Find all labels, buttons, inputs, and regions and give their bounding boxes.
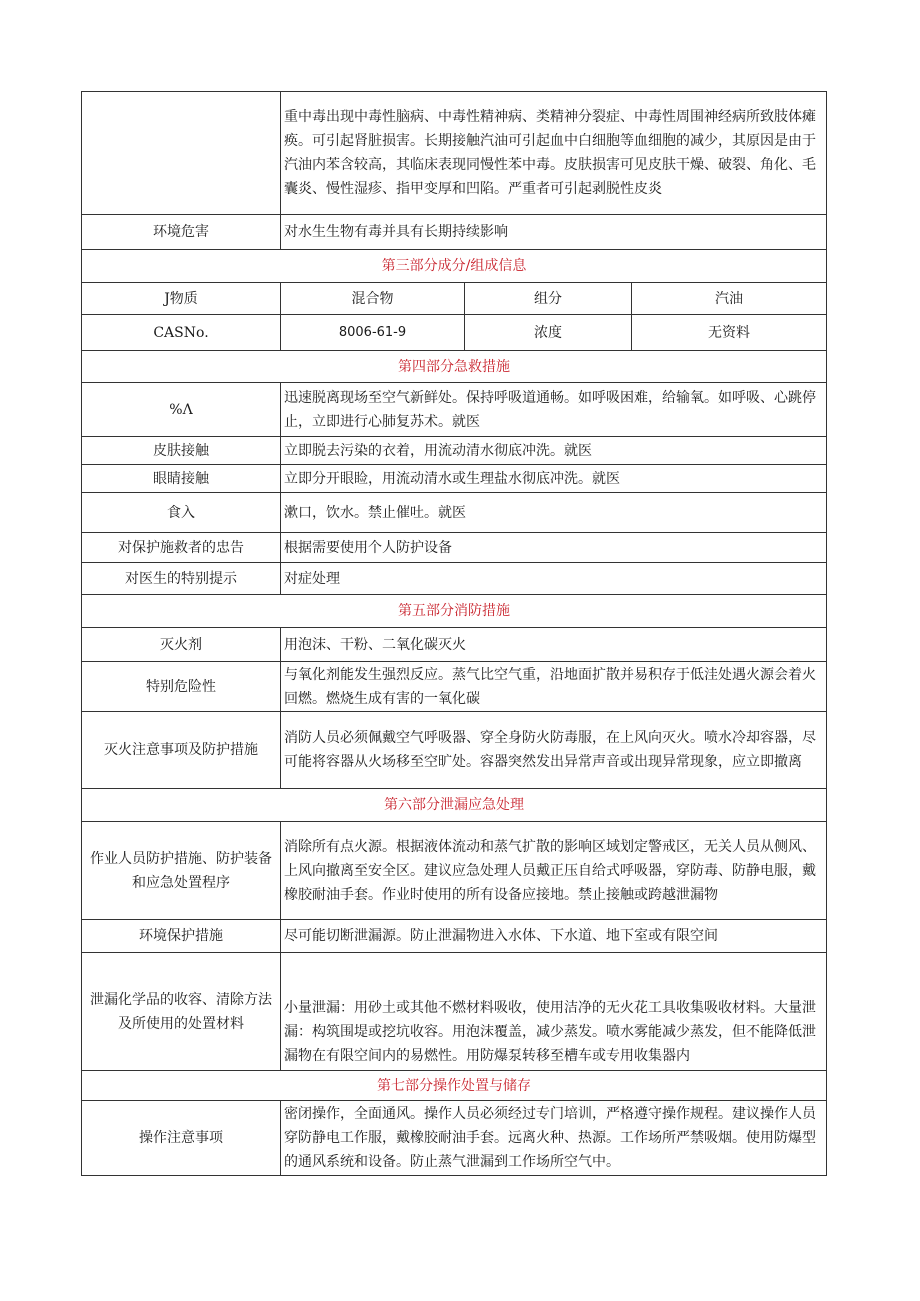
first-aid-inhalation-label: %Λ <box>82 383 281 437</box>
composition-row-1 <box>82 283 827 315</box>
firefighting-row <box>82 628 827 662</box>
rescuer-advice-value: 根据需要使用个人防护设备 <box>281 533 827 563</box>
spill-row <box>82 822 827 920</box>
physician-note-value: 对症处理 <box>281 563 827 595</box>
env-hazard-label: 环境危害 <box>82 215 281 250</box>
composition-row-2 <box>82 315 827 351</box>
section6-title: 第六部分泄漏应急处理 <box>82 789 827 822</box>
section6-heading-row <box>82 789 827 822</box>
first-aid-inhalation-value: 迅速脱离现场至空气新鲜处。保持呼吸道通畅。如呼吸困难，给输氧。如呼吸、心跳停止，立即进行心肺复苏术。就医 <box>281 383 827 437</box>
first-aid-row <box>82 437 827 465</box>
first-aid-row <box>82 533 827 563</box>
section5-heading-row <box>82 595 827 628</box>
env-hazard-row <box>82 215 827 250</box>
composition-substance-label: J物质 <box>82 283 281 315</box>
composition-component-label: 组分 <box>465 283 632 315</box>
special-hazard-label: 特别危险性 <box>82 662 281 712</box>
spill-row <box>82 920 827 953</box>
cas-label: CASNo. <box>82 315 281 351</box>
first-aid-row <box>82 465 827 493</box>
containment-value: 小量泄漏：用砂土或其他不燃材料吸收，使用洁净的无火花工具收集吸收材料。大量泄漏：构筑围堤或挖坑收容。用泡沫覆盖，减少蒸发。喷水雾能减少蒸发，但不能降低泄漏物在有限空间内的易燃性。用防爆泵转移至槽车或专用收集器内 <box>284 999 816 1064</box>
handling-row <box>82 1101 827 1176</box>
section5-title: 第五部分消防措施 <box>82 595 827 628</box>
containment-cell <box>281 953 827 1071</box>
concentration-value: 无资料 <box>632 315 827 351</box>
firefighting-precautions-label: 灭火注意事项及防护措施 <box>82 712 281 789</box>
composition-component-value: 汽油 <box>632 283 827 315</box>
handling-precautions-label: 操作注意事项 <box>82 1101 281 1176</box>
msds-table <box>81 91 827 1176</box>
first-aid-eye-label: 眼睛接触 <box>82 465 281 493</box>
spill-row <box>82 953 827 1071</box>
composition-substance-value: 混合物 <box>281 283 465 315</box>
first-aid-row <box>82 383 827 437</box>
section7-title: 第七部分操作处置与储存 <box>82 1071 827 1101</box>
special-hazard-value: 与氧化剂能发生强烈反应。蒸气比空气重，沿地面扩散并易积存于低洼处遇火源会着火回燃。燃烧生成有害的一氧化碳 <box>281 662 827 712</box>
first-aid-row <box>82 493 827 533</box>
personnel-protection-value: 消除所有点火源。根据液体流动和蒸气扩散的影响区域划定警戒区，无关人员从侧风、上风向撤离至安全区。建议应急处理人员戴正压自给式呼吸器，穿防毒、防静电服，戴橡胶耐油手套。作业时使用的所有设备应接地。禁止接触或跨越泄漏物 <box>281 822 827 920</box>
containment-label: 泄漏化学品的收容、清除方法及所使用的处置材料 <box>82 953 281 1071</box>
health-hazard-value: 重中毒出现中毒性脑病、中毒性精神病、类精神分裂症、中毒性周围神经病所致肢体瘫痪。可引起肾脏损害。长期接触汽油可引起血中白细胞等血细胞的减少，其原因是由于汽油内苯含较高，其临床表现同慢性苯中毒。皮肤损害可见皮肤干燥、破裂、角化、毛囊炎、慢性湿疹、指甲变厚和凹陷。严重者可引起剥脱性皮炎 <box>281 92 827 215</box>
physician-note-label: 对医生的特别提示 <box>82 563 281 595</box>
containment-spacer <box>284 956 823 996</box>
first-aid-skin-value: 立即脱去污染的衣着，用流动清水彻底冲洗。就医 <box>281 437 827 465</box>
handling-precautions-value: 密闭操作，全面通风。操作人员必须经过专门培训，严格遵守操作规程。建议操作人员穿防静电工作服，戴橡胶耐油手套。远离火种、热源。工作场所严禁吸烟。使用防爆型的通风系统和设备。防止蒸气泄漏到工作场所空气中。 <box>281 1101 827 1176</box>
first-aid-ingestion-label: 食入 <box>82 493 281 533</box>
first-aid-row <box>82 563 827 595</box>
health-hazard-continued-row <box>82 92 827 215</box>
cas-number: 8006-61-9 <box>281 315 465 351</box>
health-hazard-label <box>82 92 281 215</box>
env-protection-label: 环境保护措施 <box>82 920 281 953</box>
section4-heading-row <box>82 351 827 383</box>
env-hazard-value: 对水生生物有毒并具有长期持续影响 <box>281 215 827 250</box>
firefighting-row <box>82 712 827 789</box>
extinguishing-media-value: 用泡沫、干粉、二氧化碳灭火 <box>281 628 827 662</box>
first-aid-ingestion-value: 漱口，饮水。禁止催吐。就医 <box>281 493 827 533</box>
section7-heading-row <box>82 1071 827 1101</box>
first-aid-skin-label: 皮肤接触 <box>82 437 281 465</box>
concentration-label: 浓度 <box>465 315 632 351</box>
section4-title: 第四部分急救措施 <box>82 351 827 383</box>
extinguishing-media-label: 灭火剂 <box>82 628 281 662</box>
personnel-protection-label: 作业人员防护措施、防护装备和应急处置程序 <box>82 822 281 920</box>
section3-heading-row <box>82 250 827 283</box>
section3-title: 第三部分成分/组成信息 <box>82 250 827 283</box>
first-aid-eye-value: 立即分开眼睑，用流动清水或生理盐水彻底冲洗。就医 <box>281 465 827 493</box>
firefighting-precautions-value: 消防人员必须佩戴空气呼吸器、穿全身防火防毒服，在上风向灭火。喷水冷却容器，尽可能将容器从火场移至空旷处。容器突然发出异常声音或出现异常现象，应立即撤离 <box>281 712 827 789</box>
rescuer-advice-label: 对保护施救者的忠告 <box>82 533 281 563</box>
env-protection-value: 尽可能切断泄漏源。防止泄漏物进入水体、下水道、地下室或有限空间 <box>281 920 827 953</box>
firefighting-row <box>82 662 827 712</box>
